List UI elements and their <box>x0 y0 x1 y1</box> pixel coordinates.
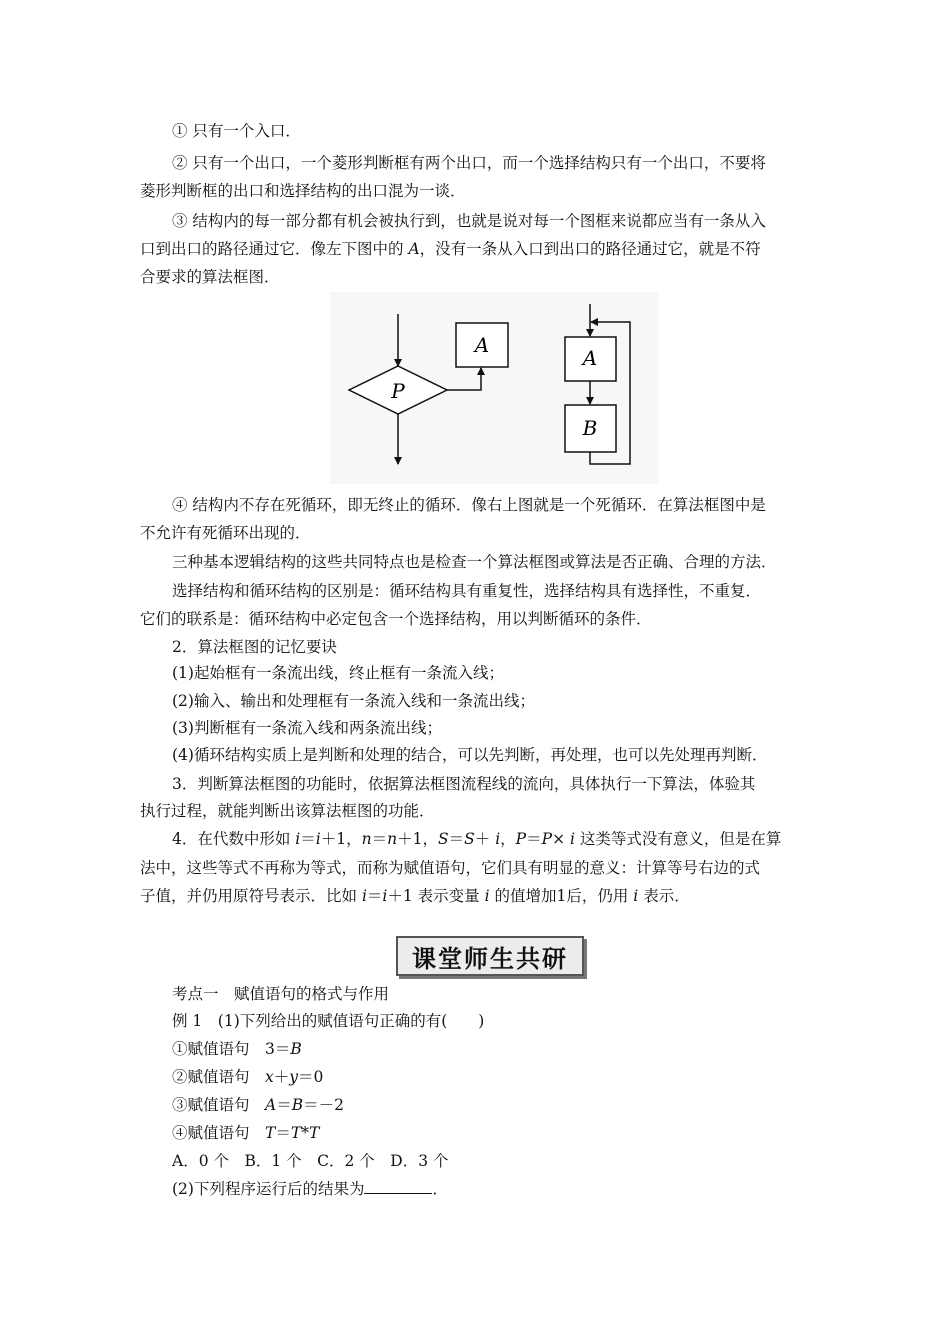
mnemonic-1: (1)起始框有一条流出线，终止框有一条流入线； <box>172 664 504 682</box>
para-4b: 不允许有死循环出现的． <box>140 524 311 542</box>
mnemonic-4: (4)循环结构实质上是判断和处理的结合，可以先判断，再处理，也可以先处理再判断． <box>172 746 768 764</box>
heading-3b: 执行过程，就能判断出该算法框图的功能． <box>140 802 435 820</box>
question-2: (2)下列程序运行后的结果为 ． <box>172 1180 448 1198</box>
heading-3a: 3．判断算法框图的功能时，依据算法框图流程线的流向，具体执行一下算法，体验其 <box>172 775 756 793</box>
section-banner <box>396 936 584 976</box>
loop-box-a-label: A <box>582 346 598 370</box>
heading-4a: 4．在代数中形如 i＝i＋1，n＝n＋1，S＝S＋ i，P＝P× i 这类等式没有意义，但是在算 <box>172 830 782 848</box>
para-2a: ② 只有一个出口，一个菱形判断框有两个出口，而一个选择结构只有一个出口，不要将 <box>172 154 766 172</box>
mnemonic-3: (3)判断框有一条流入线和两条流出线； <box>172 719 442 737</box>
flowchart-figure <box>330 292 658 484</box>
kaodian-title: 考点一 赋值语句的格式与作用 <box>172 985 390 1003</box>
heading-4c: 子值，并仍用原符号表示．比如 i＝i＋1 表示变量 i 的值增加1后，仍用 i 表示． <box>140 887 690 905</box>
para-1: ① 只有一个入口． <box>172 122 301 140</box>
answer-choices: A．0 个 B．1 个 C．2 个 D．3 个 <box>172 1152 449 1170</box>
diamond-label: P <box>391 379 405 403</box>
para-4a: ④ 结构内不存在死循环，即无终止的循环．像右上图就是一个死循环．在算法框图中是 <box>172 496 766 514</box>
banner-title: 课堂师生共研 <box>412 944 568 973</box>
option-4: ④赋值语句 T＝T*T <box>172 1124 320 1142</box>
loop-box-b-label: B <box>582 416 598 440</box>
mnemonic-2: (2)输入、输出和处理框有一条流入线和一条流出线； <box>172 692 535 710</box>
para-3c: 合要求的算法框图． <box>140 268 280 286</box>
answer-blank <box>364 1179 432 1194</box>
option-2: ②赋值语句 x＋y＝0 <box>172 1068 324 1086</box>
option-1: ①赋值语句 3＝B <box>172 1040 302 1058</box>
para-5: 三种基本逻辑结构的这些共同特点也是检查一个算法框图或算法是否正确、合理的方法． <box>172 553 777 571</box>
para-6b: 它们的联系是：循环结构中必定包含一个选择结构，用以判断循环的条件． <box>140 610 652 628</box>
option-3: ③赋值语句 A＝B＝－2 <box>172 1096 344 1114</box>
para-3b: 口到出口的路径通过它．像左下图中的 A，没有一条从入口到出口的路径通过它，就是不符 <box>140 240 761 258</box>
heading-4b: 法中，这些等式不再称为等式，而称为赋值语句，它们具有明显的意义：计算等号右边的式 <box>140 859 761 877</box>
para-2b: 菱形判断框的出口和选择结构的出口混为一谈． <box>140 182 466 200</box>
para-6a: 选择结构和循环结构的区别是：循环结构具有重复性，选择结构具有选择性，不重复． <box>172 582 762 600</box>
heading-2: 2．算法框图的记忆要诀 <box>172 638 337 656</box>
example-1: 例 1 (1)下列给出的赋值语句正确的有( ) <box>172 1012 485 1030</box>
para-3a: ③ 结构内的每一部分都有机会被执行到，也就是说对每一个图框来说都应当有一条从入 <box>172 212 766 230</box>
box-a-label: A <box>474 333 490 357</box>
